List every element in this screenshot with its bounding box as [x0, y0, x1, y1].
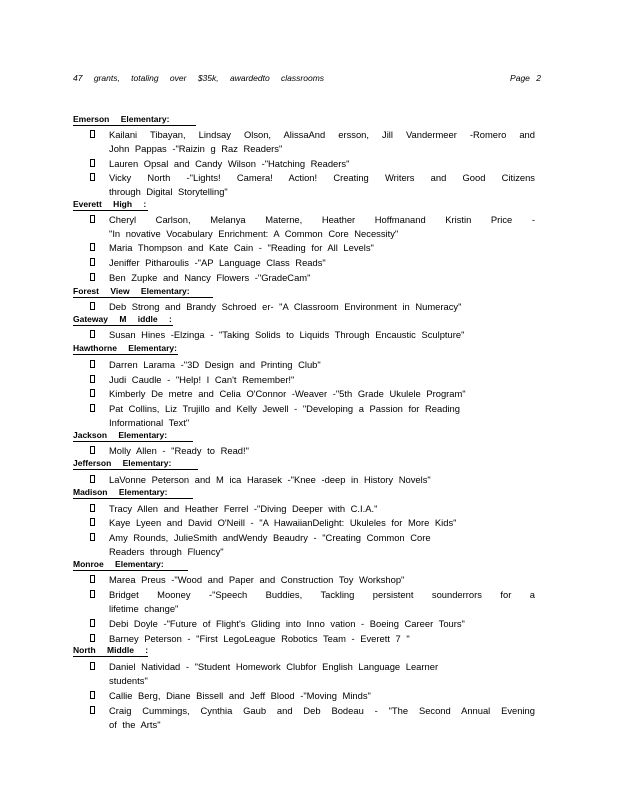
- bullet-icon: [90, 706, 95, 714]
- item-line-continued: of the Arts": [109, 719, 161, 730]
- bullet-icon: [90, 446, 95, 454]
- bullet-icon: [90, 533, 95, 541]
- item-line-continued: Readers through Fluency": [109, 546, 224, 557]
- item-line: Maria Thompson and Kate Cain - "Reading for All Levels": [109, 242, 374, 253]
- section-heading-jefferson: Jefferson Elementary:: [73, 458, 172, 468]
- bullet-icon: [90, 375, 95, 383]
- bullet-icon: [90, 575, 95, 583]
- bullet-icon: [90, 302, 95, 310]
- item-line-continued: lifetime change": [109, 603, 179, 614]
- bullet-icon: [90, 619, 95, 627]
- section-heading-hawthorne: Hawthorne Elementary:: [73, 343, 177, 353]
- item-line: Tracy Allen and Heather Ferrel -"Diving Deeper with C.I.A.": [109, 503, 378, 514]
- item-line: LaVonne Peterson and M ica Harasek -"Knee -deep in History Novels": [109, 474, 431, 485]
- item-line-continued: through Digital Storytelling": [109, 186, 228, 197]
- bullet-icon: [90, 243, 95, 251]
- section-underline: [73, 498, 193, 499]
- item-line: Lauren Opsal and Candy Wilson -"Hatching Readers": [109, 158, 350, 169]
- section-heading-monroe: Monroe Elementary:: [73, 559, 164, 569]
- bullet-icon: [90, 590, 95, 598]
- item-line: Deb Strong and Brandy Schroed er- "A Classroom Environment in Numeracy": [109, 301, 462, 312]
- page-number: Page 2: [510, 73, 541, 83]
- item-line: Vicky North -"Lights! Camera! Action! Creating Writers and Good Citizens: [109, 172, 535, 183]
- bullet-icon: [90, 389, 95, 397]
- bullet-icon: [90, 360, 95, 368]
- item-line: Pat Collins, Liz Trujillo and Kelly Jewell - "Developing a Passion for Reading: [109, 403, 460, 414]
- item-line: Cheryl Carlson, Melanya Materne, Heather Hoffmanand Kristin Price -: [109, 214, 535, 225]
- section-underline: [73, 441, 193, 442]
- item-line: Susan Hines -Elzinga - "Taking Solids to Liquids Through Encaustic Sculpture": [109, 329, 465, 340]
- item-line: Debi Doyle -"Future of Flight's Gliding into Inno vation - Boeing Career Tours": [109, 618, 465, 629]
- header-title: 47 grants, totaling over $35k, awardedto classrooms: [73, 73, 325, 83]
- item-line: Ben Zupke and Nancy Flowers -"GradeCam": [109, 272, 311, 283]
- section-underline: [73, 656, 148, 657]
- section-heading-everett: Everett High :: [73, 199, 147, 209]
- section-heading-jackson: Jackson Elementary:: [73, 430, 168, 440]
- section-underline: [73, 469, 198, 470]
- section-underline: [73, 210, 148, 211]
- item-line: Kaye Lyeen and David O'Neill - "A HawaiianDelight: Ukuleles for More Kids": [109, 517, 457, 528]
- bullet-icon: [90, 330, 95, 338]
- section-heading-north-middle: North Middle :: [73, 645, 149, 655]
- bullet-icon: [90, 691, 95, 699]
- item-line: Marea Preus -"Wood and Paper and Construction Toy Workshop": [109, 574, 405, 585]
- item-line: Molly Allen - "Ready to Read!": [109, 445, 249, 456]
- item-line: Kailani Tibayan, Lindsay Olson, AlissaAnd ersson, Jill Vandermeer -Romero and: [109, 129, 535, 140]
- item-line: Amy Rounds, JulieSmith andWendy Beaudry - "Creating Common Core: [109, 532, 431, 543]
- item-line: Bridget Mooney -"Speech Buddies, Tackling persistent sounderrors for a: [109, 589, 535, 600]
- bullet-icon: [90, 662, 95, 670]
- bullet-icon: [90, 475, 95, 483]
- bullet-icon: [90, 130, 95, 138]
- section-heading-emerson: Emerson Elementary:: [73, 114, 170, 124]
- item-line: Craig Cummings, Cynthia Gaub and Deb Bodeau - "The Second Annual Evening: [109, 705, 535, 716]
- section-heading-madison: Madison Elementary:: [73, 487, 168, 497]
- section-heading-forest-view: Forest View Elementary:: [73, 286, 190, 296]
- item-line-continued: students": [109, 675, 148, 686]
- section-underline: [73, 297, 213, 298]
- item-line-continued: Informational Text": [109, 417, 190, 428]
- bullet-icon: [90, 504, 95, 512]
- bullet-icon: [90, 518, 95, 526]
- item-line: Barney Peterson - "First LegoLeague Robotics Team - Everett 7 ": [109, 633, 410, 644]
- section-heading-gateway: Gateway M iddle :: [73, 314, 172, 324]
- item-line: Judi Caudle - "Help! I Can't Remember!": [109, 374, 295, 385]
- bullet-icon: [90, 173, 95, 181]
- item-line: Jeniffer Pitharoulis -"AP Language Class Reads": [109, 257, 326, 268]
- item-line-continued: John Pappas -"Raizin g Raz Readers": [109, 143, 283, 154]
- item-line: Darren Larama -"3D Design and Printing Club": [109, 359, 321, 370]
- item-line: Daniel Natividad - "Student Homework Clubfor English Language Learner: [109, 661, 439, 672]
- section-underline: [73, 354, 178, 355]
- item-line: Kimberly De metre and Celia O'Connor -Weaver -"5th Grade Ukulele Program": [109, 388, 466, 399]
- bullet-icon: [90, 273, 95, 281]
- bullet-icon: [90, 159, 95, 167]
- section-underline: [73, 570, 188, 571]
- bullet-icon: [90, 215, 95, 223]
- item-line: Callie Berg, Diane Bissell and Jeff Blood -"Moving Minds": [109, 690, 371, 701]
- section-underline: [73, 325, 173, 326]
- section-underline: [73, 125, 196, 126]
- bullet-icon: [90, 634, 95, 642]
- bullet-icon: [90, 404, 95, 412]
- item-line-continued: "In novative Vocabulary Enrichment: A Common Core Necessity": [109, 228, 399, 239]
- bullet-icon: [90, 258, 95, 266]
